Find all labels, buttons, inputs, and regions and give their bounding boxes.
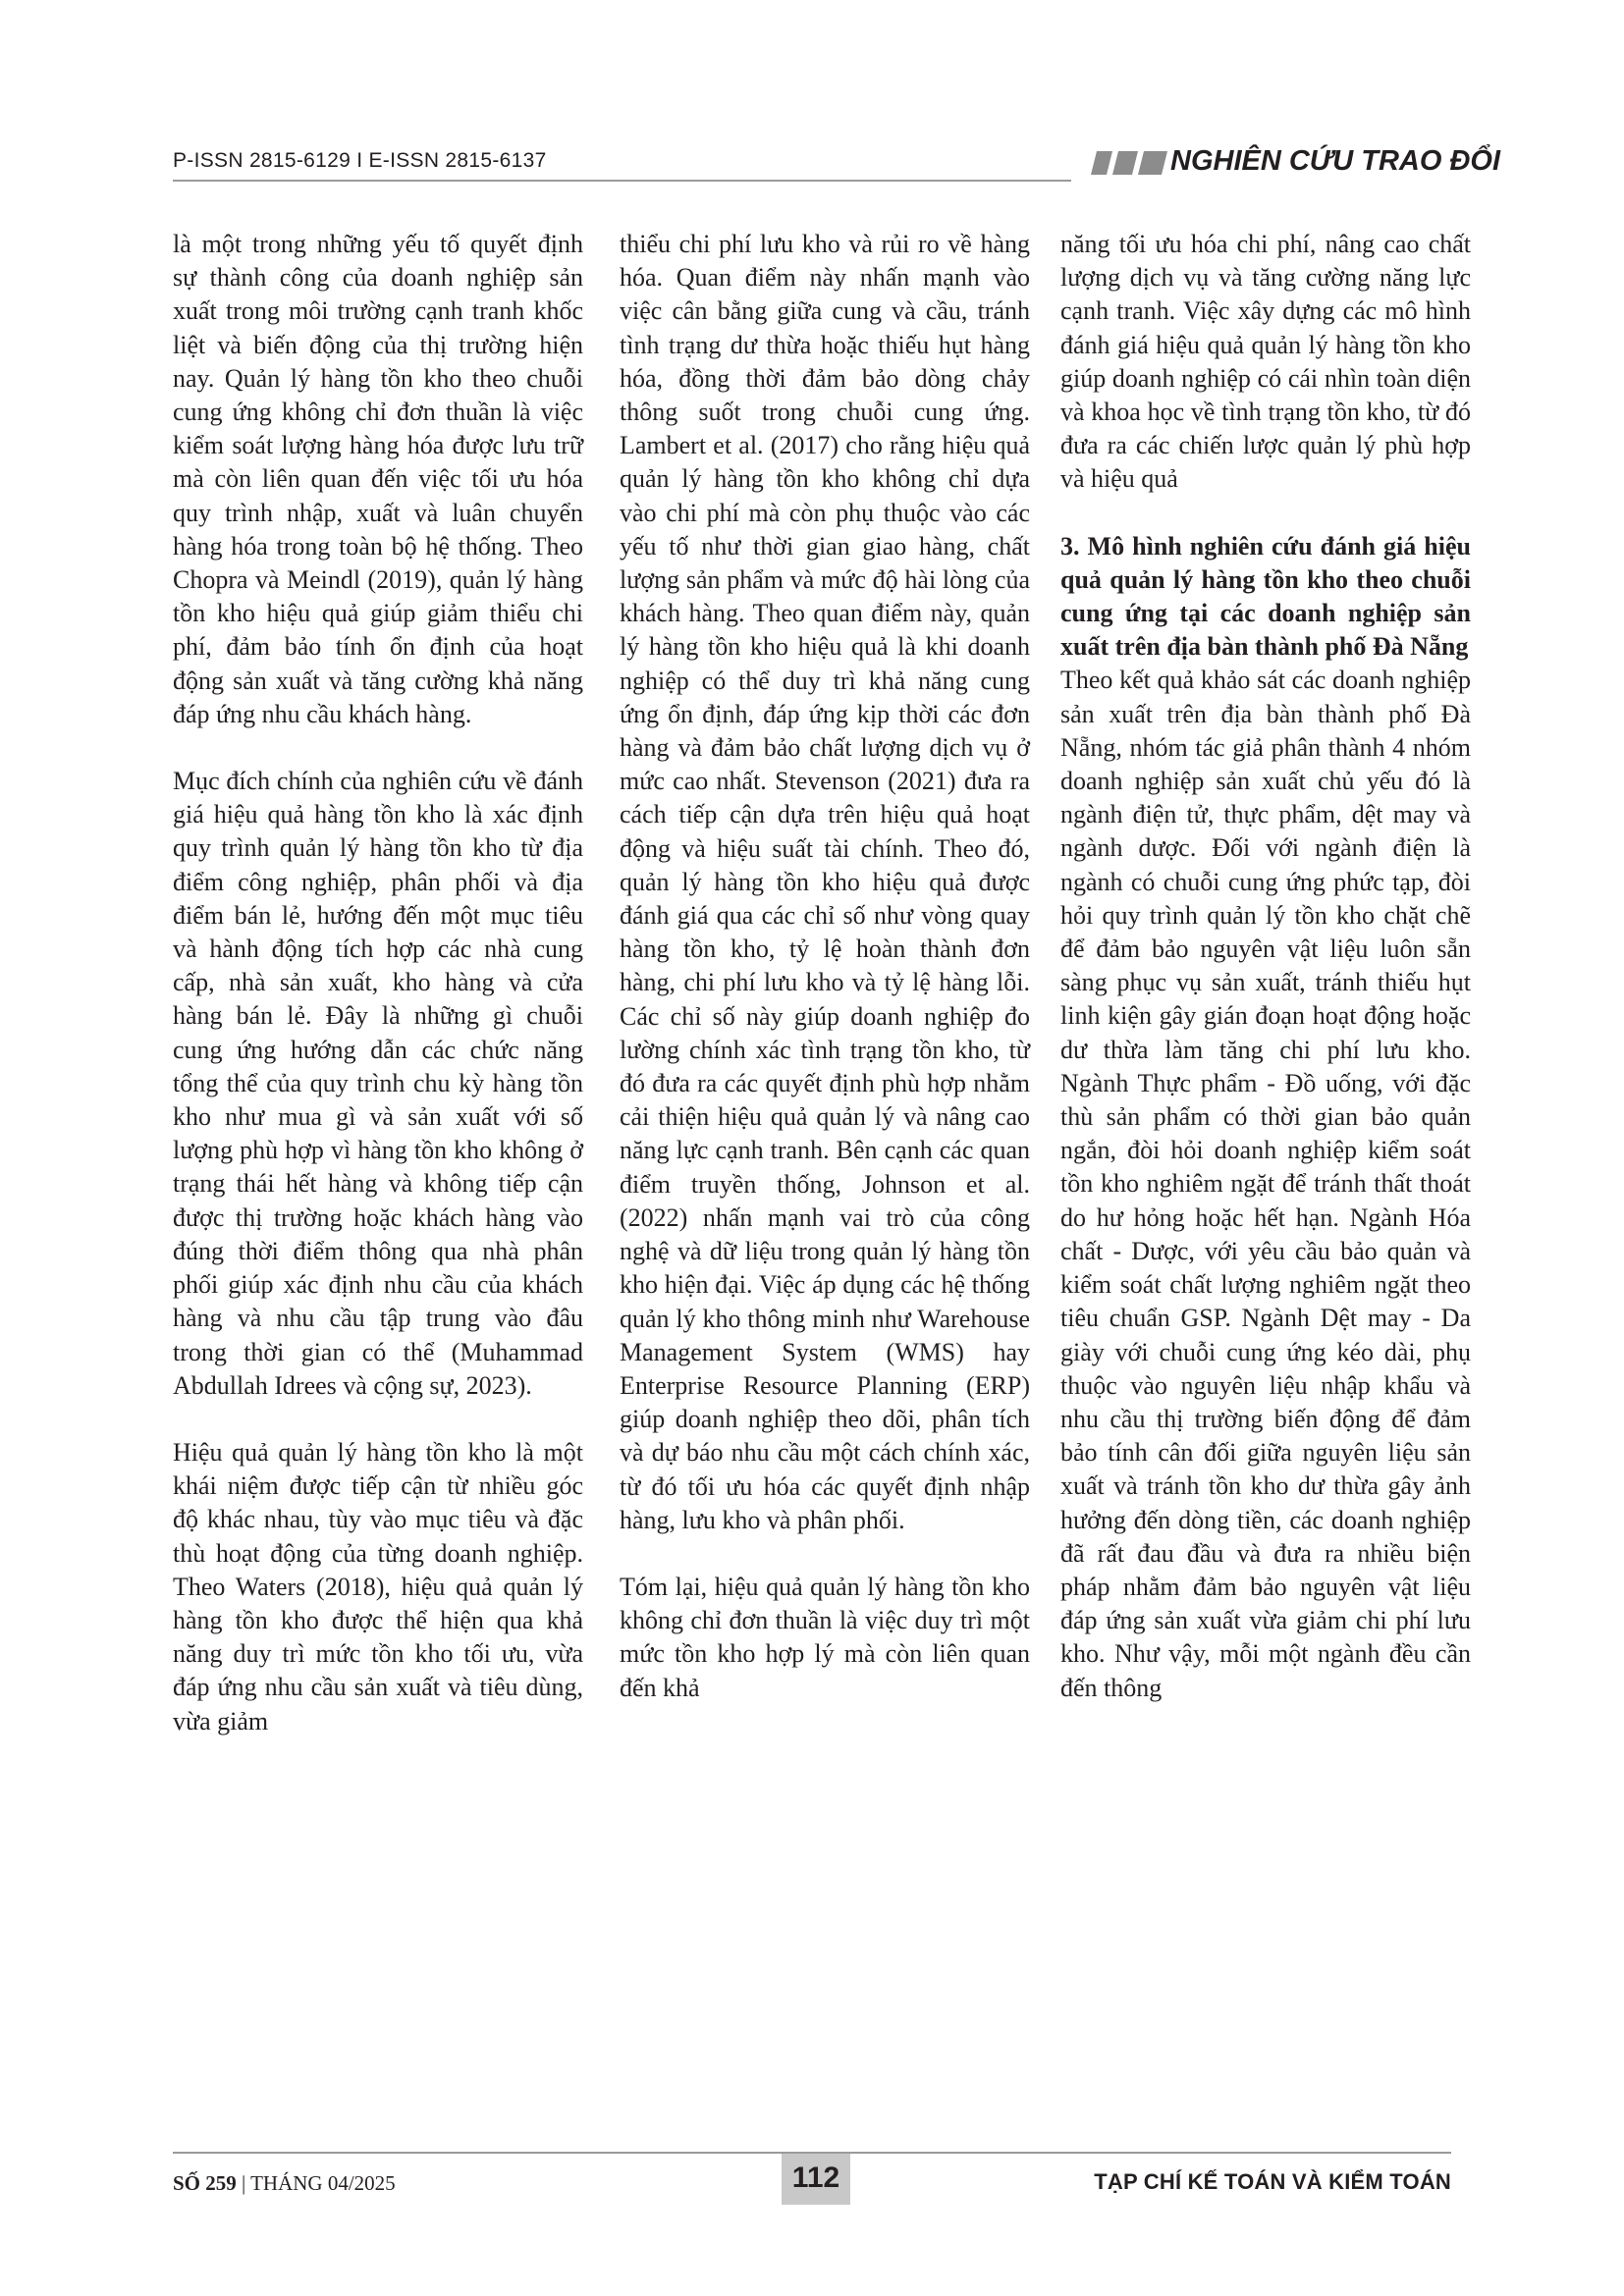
section-bars-icon <box>1090 151 1168 175</box>
text-column-3 <box>1060 228 1471 1738</box>
paragraph: thiểu chi phí lưu kho và rủi ro về hàng hóa. Quan điểm này nhấn mạnh vào việc cân bằng giữa cung và cầu, tránh tình trạng dư thừa hoặc thiếu hụt hàng hóa, đồng thời đảm bảo dòng chảy thông suốt trong chuỗi cung ứng. Lambert et al. (2017) cho rằng hiệu quả quản lý hàng tồn kho không chỉ dựa vào chi phí mà còn phụ thuộc vào các yếu tố như thời gian giao hàng, chất lượng sản phẩm và mức độ hài lòng của khách hàng. Theo quan điểm này, quản lý hàng tồn kho hiệu quả là khi doanh nghiệp có thể duy trì khả năng cung ứng ổn định, đáp ứng kịp thời các đơn hàng và đảm bảo chất lượng dịch vụ ở mức cao nhất. Stevenson (2021) đưa ra cách tiếp cận dựa trên hiệu quả hoạt động và hiệu suất tài chính. Theo đó, quản lý hàng tồn kho hiệu quả được đánh giá qua các chỉ số như vòng quay hàng tồn kho, tỷ lệ hoàn thành đơn hàng, chi phí lưu kho và tỷ lệ hàng lỗi. Các chỉ số này giúp doanh nghiệp đo lường chính xác tình trạng tồn kho, từ đó đưa ra các quyết định phù hợp nhằm cải thiện hiệu quả quản lý và nâng cao năng lực cạnh tranh. Bên cạnh các quan điểm truyền thống, Johnson et al. (2022) nhấn mạnh vai trò của công nghệ và dữ liệu trong quản lý hàng tồn kho hiện đại. Việc áp dụng các hệ thống quản lý kho thông minh như Warehouse Management System (WMS) hay Enterprise Resource Planning (ERP) giúp doanh nghiệp theo dõi, phân tích và dự báo nhu cầu một cách chính xác, từ đó tối ưu hóa các quyết định nhập hàng, lưu kho và phân phối. <box>620 230 1030 1534</box>
header-divider <box>173 180 1071 182</box>
page-number: 112 <box>791 2162 840 2194</box>
paragraph: năng tối ưu hóa chi phí, nâng cao chất lượng dịch vụ và tăng cường năng lực cạnh tranh. Việc xây dựng các mô hình đánh giá hiệu quả quản lý hàng tồn kho giúp doanh nghiệp có cái nhìn toàn diện và khoa học về tình trạng tồn kho, từ đó đưa ra các chiến lược quản lý phù hợp và hiệu quả <box>1060 230 1471 494</box>
text-column-2 <box>620 228 1030 1738</box>
journal-name: TẠP CHÍ KẾ TOÁN VÀ KIỂM TOÁN <box>1094 2169 1451 2194</box>
paragraph: Tóm lại, hiệu quả quản lý hàng tồn kho không chỉ đơn thuần là việc duy trì một mức tồn kho hợp lý mà còn liên quan đến khả <box>620 1572 1030 1702</box>
issn-line: P-ISSN 2815-6129 I E-ISSN 2815-6137 <box>173 149 547 172</box>
text-column-1 <box>173 228 583 1772</box>
section-title: NGHIÊN CỨU TRAO ĐỔI <box>1170 145 1501 177</box>
paragraph: Hiệu quả quản lý hàng tồn kho là một khái niệm được tiếp cận từ nhiều góc độ khác nhau, tùy vào mục tiêu và đặc thù hoạt động của từng doanh nghiệp. Theo Waters (2018), hiệu quả quản lý hàng tồn kho được thể hiện qua khả năng duy trì mức tồn kho tối ưu, vừa đáp ứng nhu cầu sản xuất và tiêu dùng, vừa giảm <box>173 1437 583 1735</box>
paragraph: Mục đích chính của nghiên cứu về đánh giá hiệu quả hàng tồn kho là xác định quy trình quản lý hàng tồn kho từ địa điểm công nghiệp, phân phối và địa điểm bán lẻ, hướng đến một mục tiêu và hành động tích hợp các nhà cung cấp, nhà sản xuất, kho hàng và cửa hàng bán lẻ. Đây là những gì chuỗi cung ứng hướng dẫn các chức năng tổng thể của quy trình chu kỳ hàng tồn kho như mua gì và sản xuất với số lượng phù hợp vì hàng tồn kho không ở trạng thái hết hàng và không tiếp cận được thị trường hoặc khách hàng vào đúng thời điểm thông qua nhà phân phối giúp xác định nhu cầu của khách hàng và nhu cầu tập trung vào đâu trong thời gian có thể (Muhammad Abdullah Idrees và cộng sự, 2023). <box>173 767 583 1400</box>
paragraph: là một trong những yếu tố quyết định sự thành công của doanh nghiệp sản xuất trong môi trường cạnh tranh khốc liệt và biến động của thị trường hiện nay. Quản lý hàng tồn kho theo chuỗi cung ứng không chỉ đơn thuần là việc kiểm soát lượng hàng hóa được lưu trữ mà còn liên quan đến việc tối ưu hóa quy trình nhập, xuất và luân chuyển hàng hóa trong toàn bộ hệ thống. Theo Chopra và Meindl (2019), quản lý hàng tồn kho hiệu quả giúp giảm thiểu chi phí, đảm bảo tính ổn định của hoạt động sản xuất và tăng cường khả năng đáp ứng nhu cầu khách hàng. <box>173 230 583 728</box>
page-number-box <box>782 2154 850 2205</box>
paragraph: Theo kết quả khảo sát các doanh nghiệp sản xuất trên địa bàn thành phố Đà Nẵng, nhóm tác giả phân thành 4 nhóm doanh nghiệp sản xuất chủ yếu đó là ngành điện tử, thực phẩm, dệt may và ngành dược. Đối với ngành điện là ngành có chuỗi cung ứng phức tạp, đòi hỏi quy trình quản lý tồn kho chặt chẽ để đảm bảo nguyên vật liệu luôn sẵn sàng phục vụ sản xuất, tránh thiếu hụt linh kiện gây gián đoạn hoạt động hoặc dư thừa làm tăng chi phí lưu kho. Ngành Thực phẩm - Đồ uống, với đặc thù sản phẩm có thời gian bảo quản ngắn, đòi hỏi doanh nghiệp kiểm soát tồn kho nghiêm ngặt để tránh thất thoát do hư hỏng hoặc hết hạn. Ngành Hóa chất - Dược, với yêu cầu bảo quản và kiểm soát chất lượng nghiêm ngặt theo tiêu chuẩn GSP. Ngành Dệt may - Da giày với chuỗi cung ứng kéo dài, phụ thuộc vào nguyên liệu nhập khẩu và nhu cầu thị trường biến động để đảm bảo tính cân đối giữa nguyên liệu sản xuất và tránh tồn kho dư thừa gây ảnh hưởng đến dòng tiền, các doanh nghiệp đã rất đau đầu và đưa ra nhiều biện pháp nhằm đảm bảo nguyên vật liệu đáp ứng sản xuất vừa giảm chi phí lưu kho. Như vậy, mỗi một ngành đều cần đến thông <box>1060 666 1471 1702</box>
issue-date: | THÁNG 04/2025 <box>236 2171 396 2195</box>
issue-info <box>173 2171 396 2196</box>
issue-number: SỐ 259 <box>173 2171 237 2195</box>
section-heading: 3. Mô hình nghiên cứu đánh giá hiệu quả quản lý hàng tồn kho theo chuỗi cung ứng tại các doanh nghiệp sản xuất trên địa bàn thành phố Đà Nẵng <box>1060 531 1471 662</box>
